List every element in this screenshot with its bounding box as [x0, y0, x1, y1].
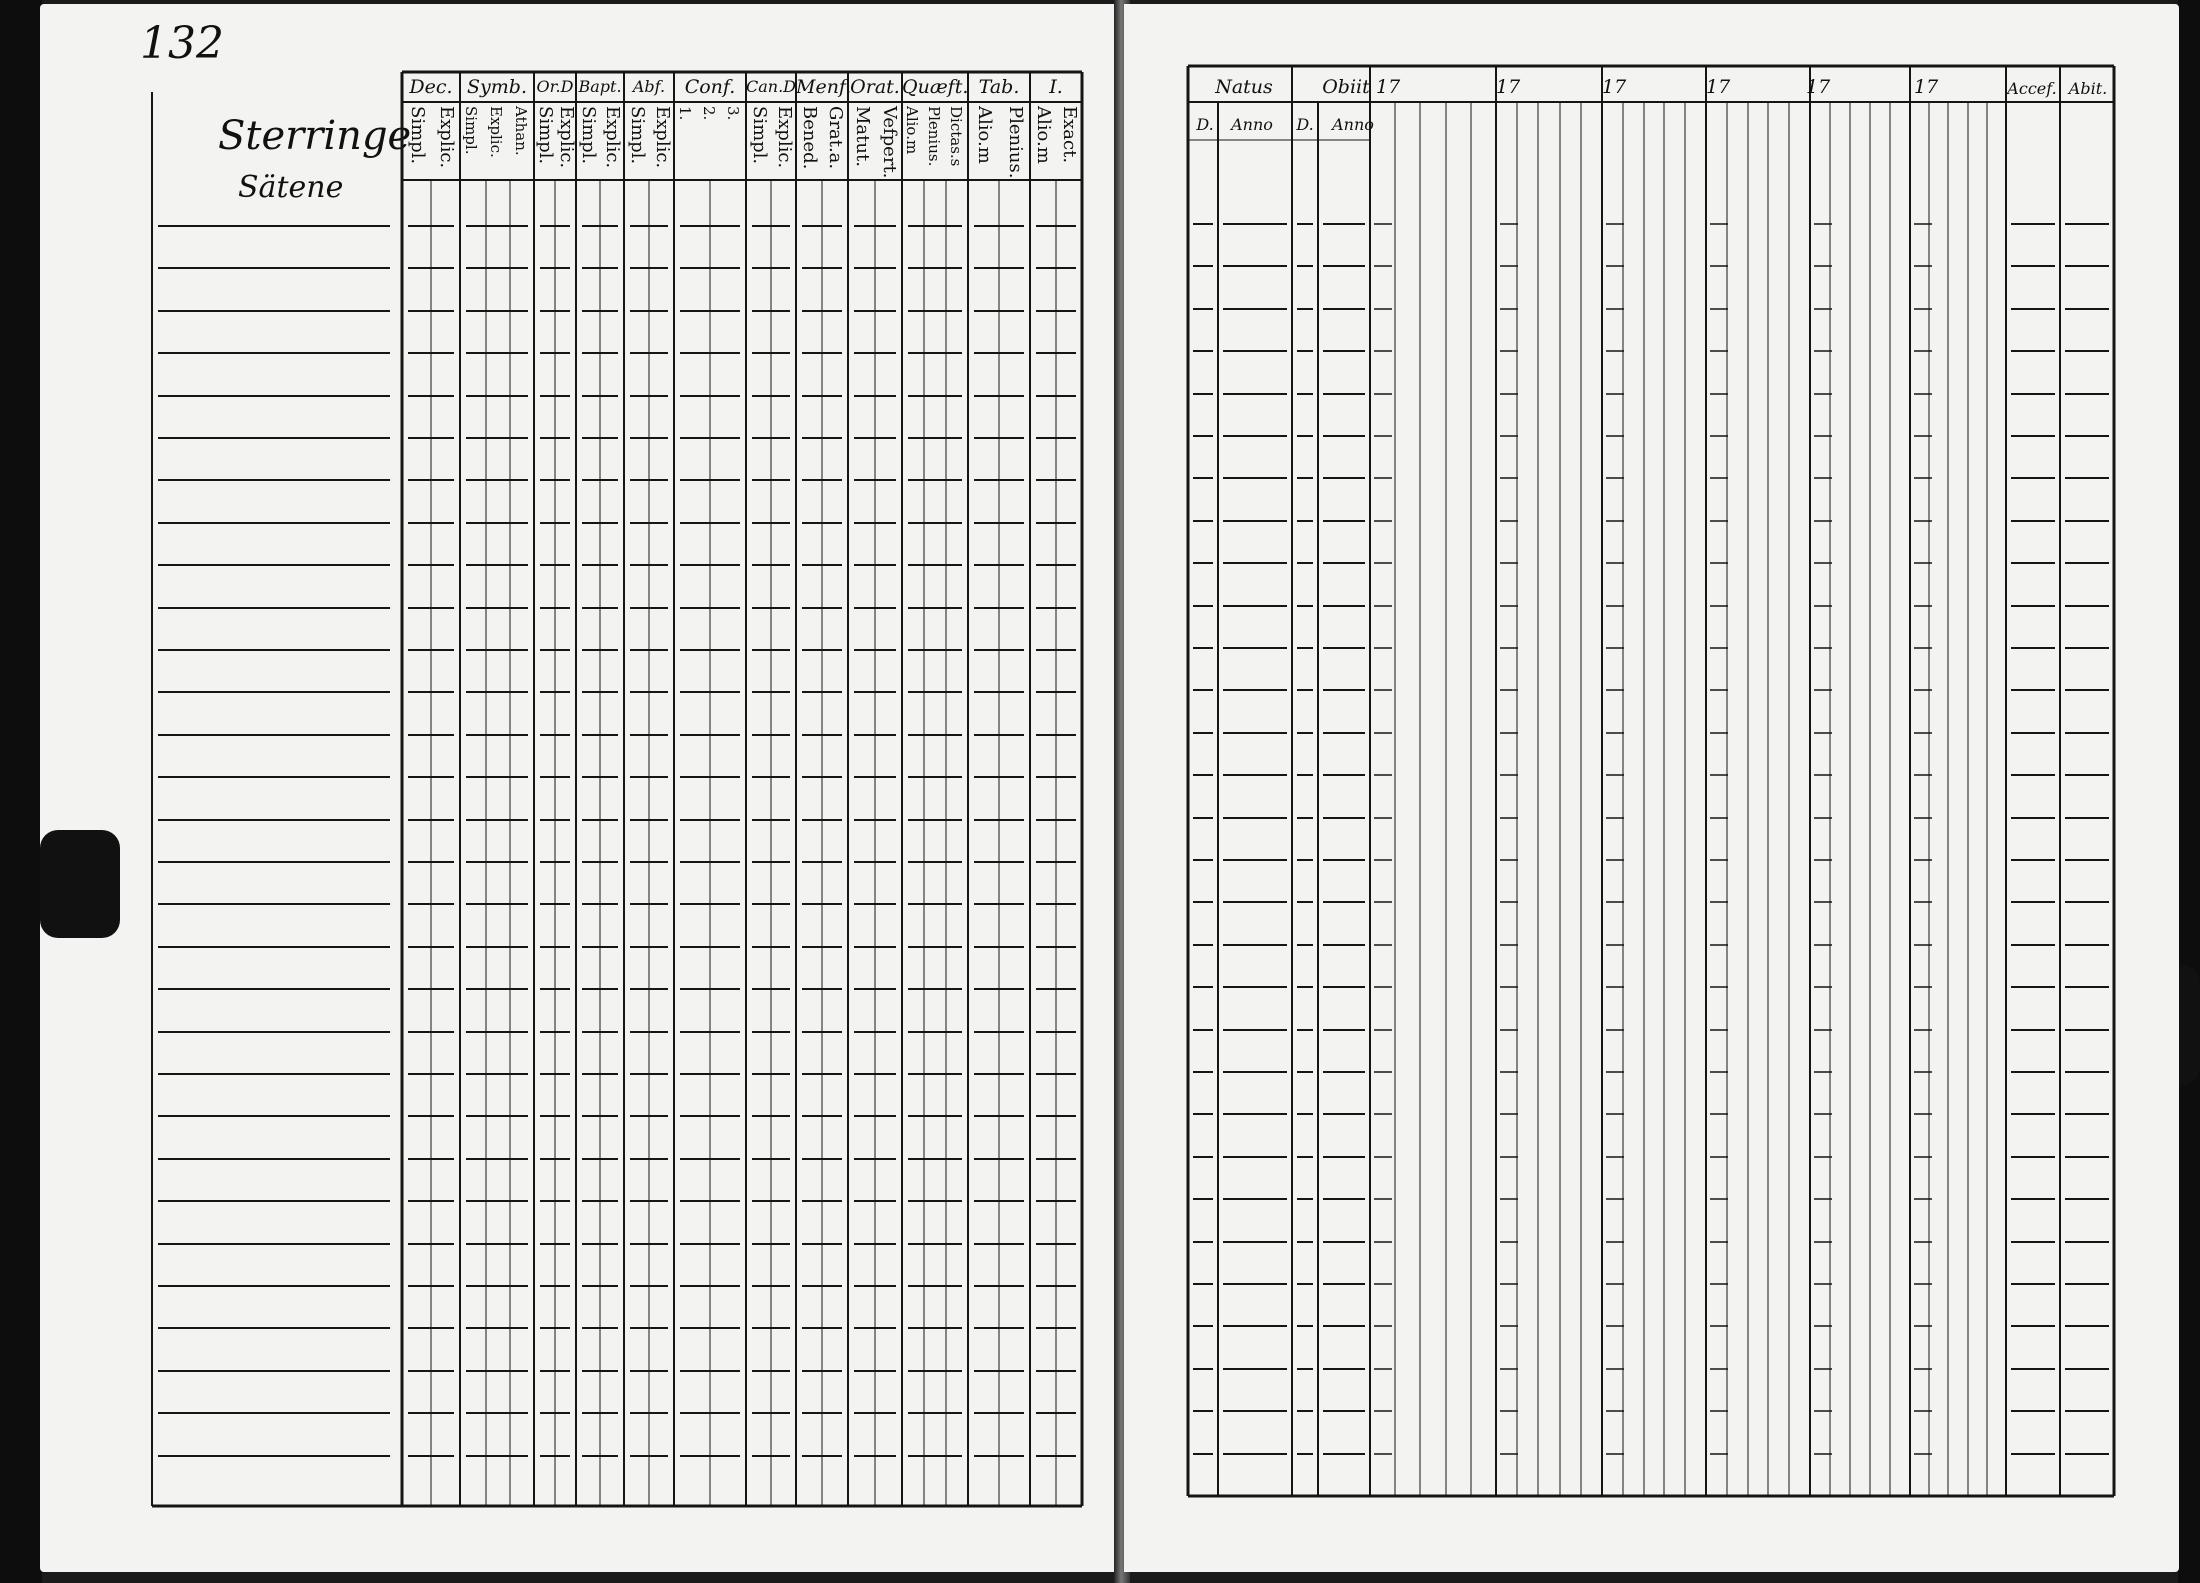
column-sublabel: Grat.a. — [825, 106, 846, 170]
column-sublabel: Simpl. — [749, 106, 770, 165]
column-sublabel: Simpl. — [627, 106, 648, 165]
year-header-6: 17 — [1914, 76, 1939, 98]
parish-name: Sterringe — [218, 113, 412, 159]
column-sublabel: Alio.m — [903, 106, 921, 155]
column-sublabel: Simpl. — [462, 106, 480, 155]
obiit-header: Obiit — [1322, 76, 1370, 98]
column-header-2: Symb. — [467, 76, 527, 98]
year-header-2: 17 — [1496, 76, 1521, 98]
page-number: 132 — [140, 18, 224, 69]
column-sublabel: Vefpert. — [879, 106, 900, 179]
column-sublabel: Exact. — [1059, 106, 1080, 164]
column-sublabel: Explic. — [487, 106, 505, 158]
year-header-1: 17 — [1376, 76, 1401, 98]
column-sublabel: Bened. — [799, 106, 820, 170]
obiit-day-label: D. — [1296, 115, 1314, 134]
natus-year-label: Anno — [1231, 115, 1273, 134]
column-header-3: Or.D — [536, 77, 574, 96]
column-sublabel: Explic. — [436, 106, 457, 169]
natus-header: Natus — [1215, 76, 1273, 98]
column-sublabel: Simpl. — [578, 106, 599, 165]
column-sublabel: Simpl. — [407, 106, 428, 165]
column-sublabel: 3. — [724, 106, 742, 121]
book-edge-right — [2178, 0, 2200, 1583]
column-sublabel: Explic. — [556, 106, 577, 169]
column-header-8: Menf. — [796, 76, 852, 98]
natus-day-label: D. — [1196, 115, 1214, 134]
column-header-1: Dec. — [409, 76, 453, 98]
column-sublabel: Dictas.s — [947, 106, 965, 167]
column-sublabel: Simpl. — [535, 106, 556, 165]
right-ledger-grid — [1124, 4, 2179, 1572]
column-sublabel: Explic. — [652, 106, 673, 169]
column-header-12: I. — [1049, 76, 1063, 98]
column-header-6: Conf. — [684, 76, 736, 98]
column-sublabel: Explic. — [602, 106, 623, 169]
parish-subtitle: Sätene — [238, 170, 344, 205]
binding-tab-left — [40, 830, 120, 938]
column-header-4: Bapt. — [578, 77, 622, 96]
column-header-9: Orat. — [850, 76, 900, 98]
column-header-11: Tab. — [978, 76, 1020, 98]
column-sublabel: Athan. — [512, 106, 530, 156]
column-sublabel: Matut. — [852, 106, 873, 167]
column-header-7: Can.D — [746, 77, 796, 96]
column-sublabel: Alio.m — [974, 106, 995, 164]
accef-header: Accef. — [2007, 79, 2057, 98]
column-sublabel: 2. — [700, 106, 718, 121]
year-header-3: 17 — [1602, 76, 1627, 98]
year-header-4: 17 — [1706, 76, 1731, 98]
obiit-year-label: Anno — [1332, 115, 1374, 134]
left-ledger-grid — [40, 4, 1120, 1572]
column-sublabel: 1. — [676, 106, 694, 121]
column-header-5: Abf. — [632, 77, 666, 96]
column-sublabel: Plenius. — [1005, 106, 1026, 179]
year-header-5: 17 — [1806, 76, 1831, 98]
left-page — [40, 4, 1120, 1572]
column-sublabel: Explic. — [774, 106, 795, 169]
column-sublabel: Alio.m — [1033, 106, 1054, 164]
column-header-10: Quæft. — [902, 76, 969, 98]
right-page — [1124, 4, 2179, 1572]
column-sublabel: Plenius. — [925, 106, 943, 167]
abit-header: Abit. — [2068, 79, 2108, 98]
book-edge-left — [0, 0, 42, 1583]
